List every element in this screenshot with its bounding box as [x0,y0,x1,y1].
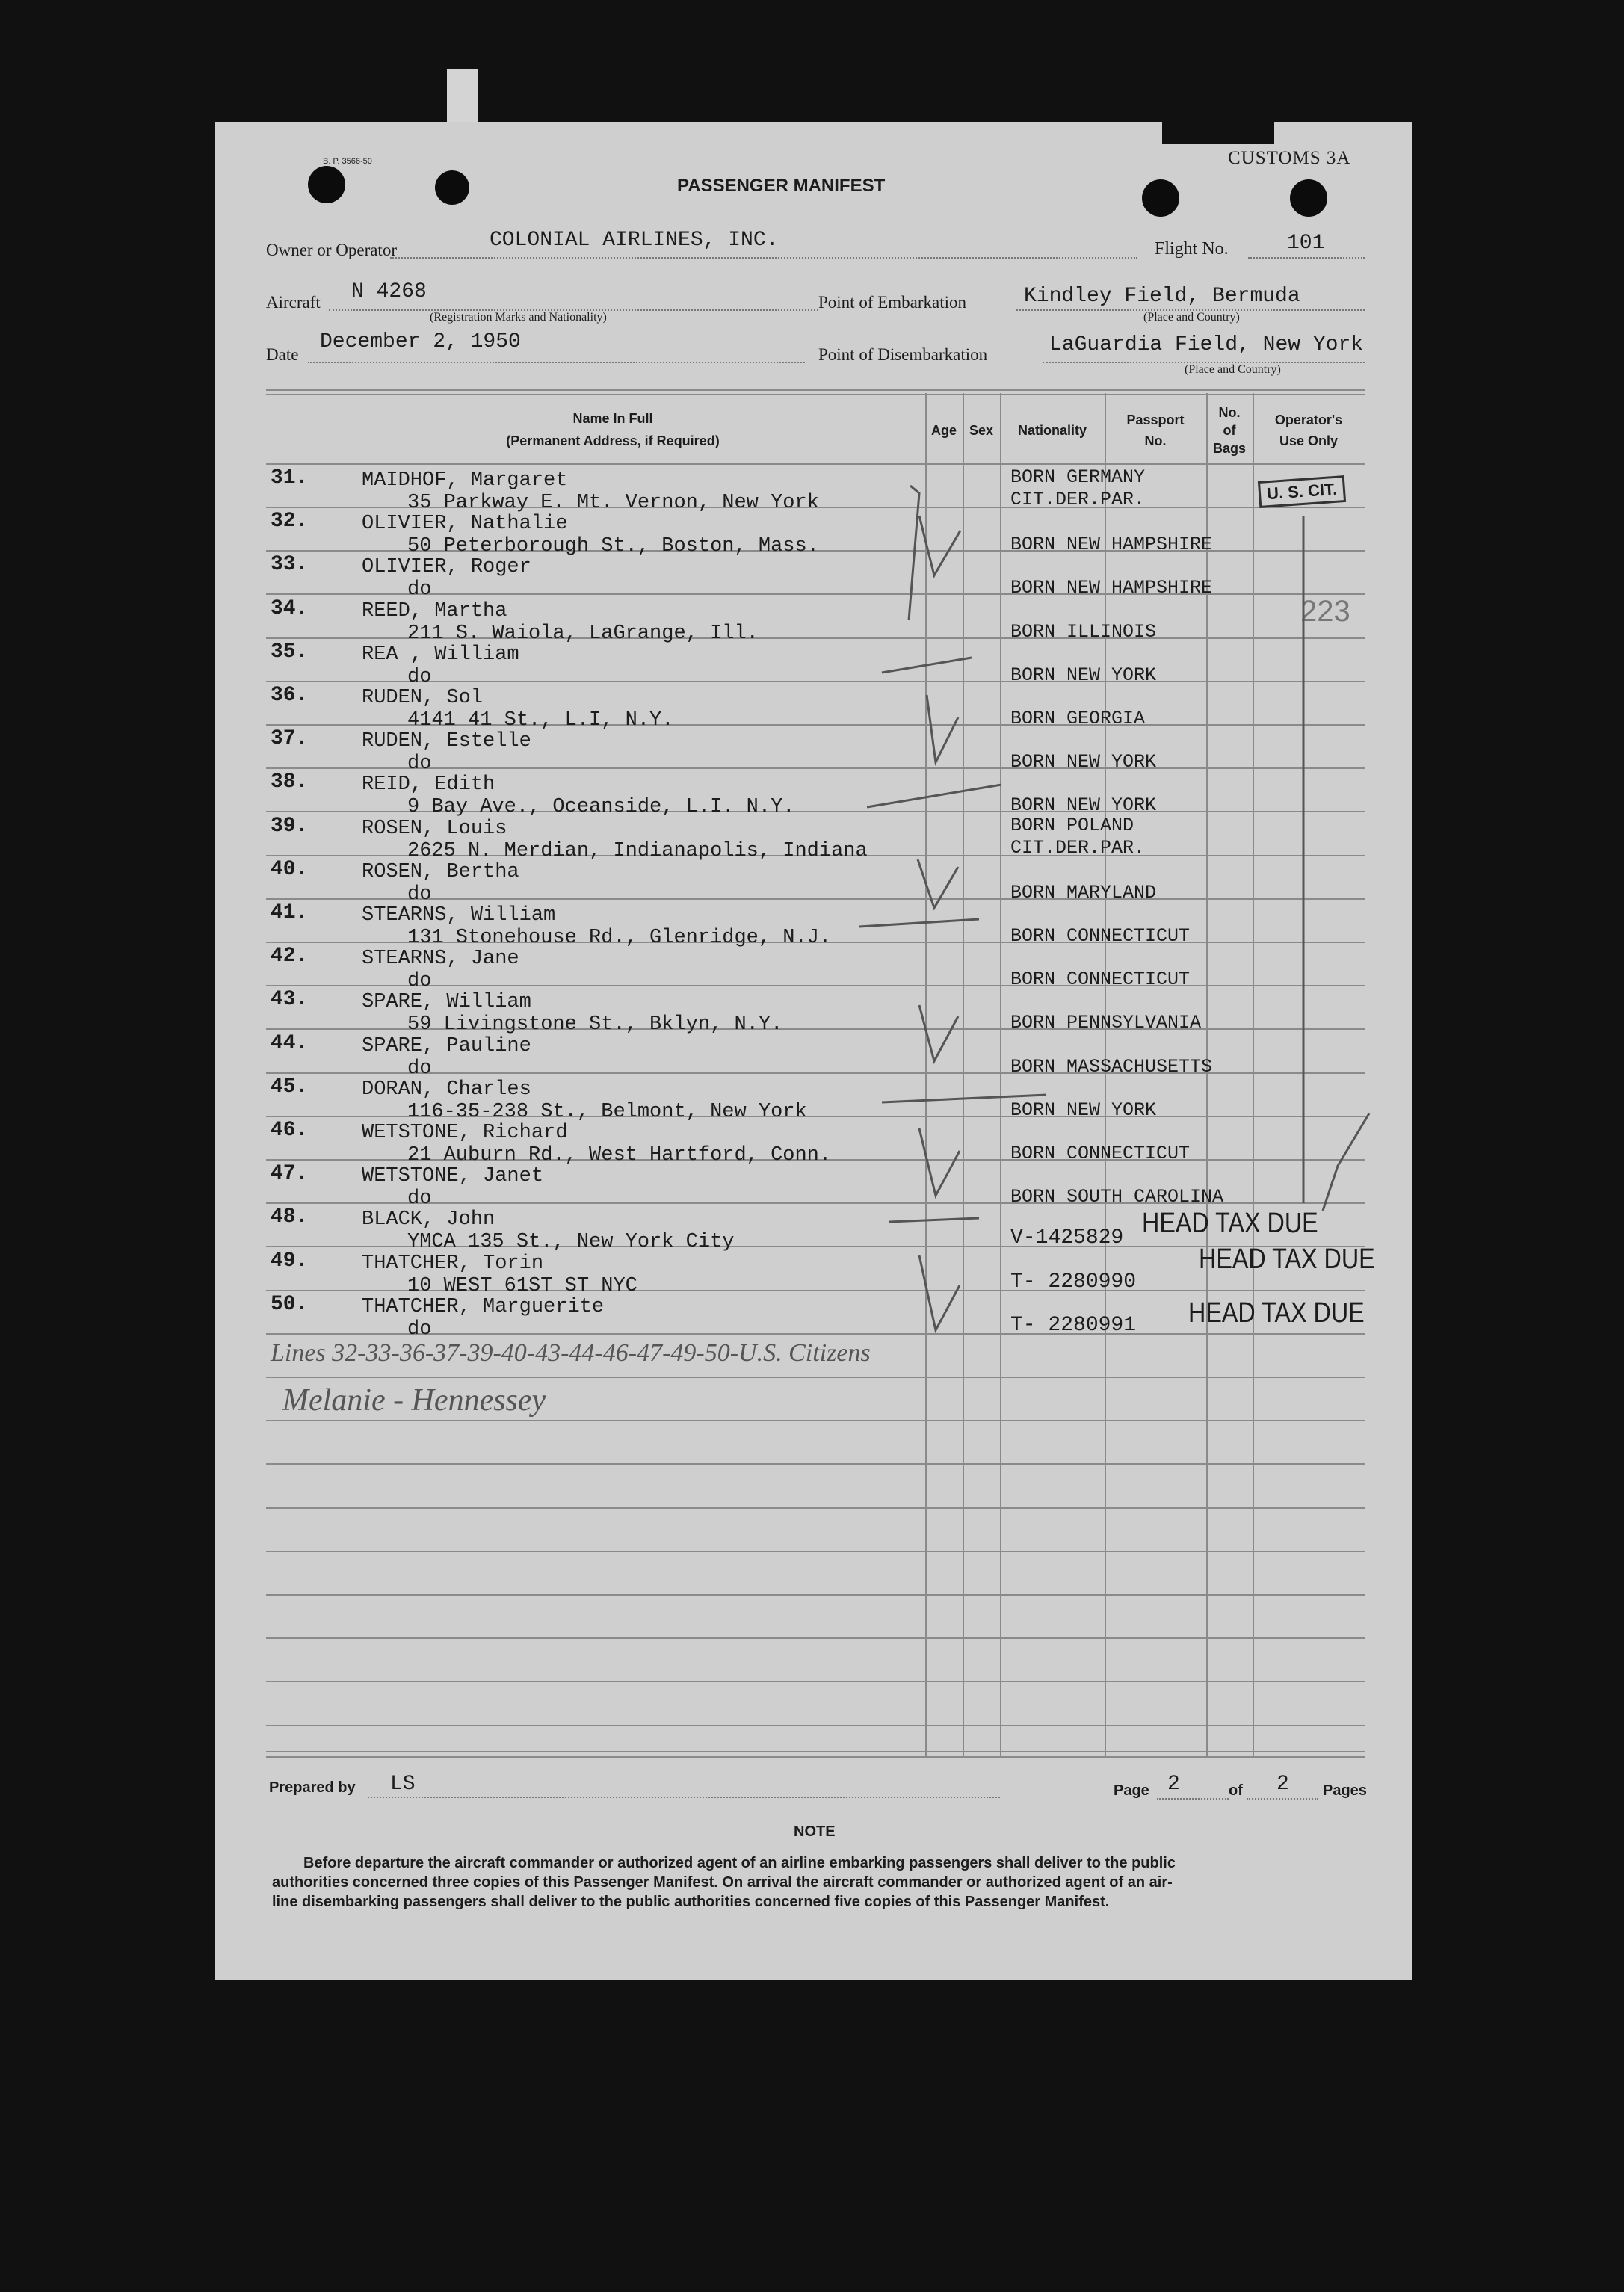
passenger-address: do [407,1318,432,1341]
passenger-address: do [407,753,432,775]
passenger-name: WETSTONE, Janet [362,1165,544,1187]
passenger-name: REID, Edith [362,773,495,796]
row-number: 36. [271,684,309,707]
owner-value: COLONIAL AIRLINES, INC. [490,229,779,252]
row-number: 48. [271,1205,309,1229]
passenger-address: 59 Livingstone St., Bklyn, N.Y. [407,1013,783,1036]
embark-value: Kindley Field, Bermuda [1024,285,1300,308]
nationality: BORN ILLINOIS [1010,621,1157,643]
nationality: BORN POLAND [1010,815,1134,836]
passenger-address: 21 Auburn Rd., West Hartford, Conn. [407,1144,832,1167]
row-number: 41. [271,901,309,924]
nationality: BORN SOUTH CAROLINA [1010,1186,1224,1208]
passenger-name: ROSEN, Louis [362,818,507,840]
col-header-bags-of: of [1223,423,1236,438]
embark-label: Point of Embarkation [818,293,967,312]
row-number: 35. [271,640,309,664]
passenger-address: 4141 41 St., L.I, N.Y. [407,709,674,732]
row-number: 43. [271,988,309,1011]
passenger-address: do [407,1187,432,1210]
col-header-bags: No. [1218,405,1241,420]
nationality: T- 2280990 [1010,1270,1137,1294]
passenger-address: do [407,970,432,992]
col-header-nationality: Nationality [1017,423,1087,438]
passenger-name: STEARNS, William [362,904,556,927]
col-header-operator: Operator's [1274,413,1343,427]
page-label: Page [1114,1782,1149,1799]
row-number: 40. [271,858,309,881]
prepared-by-label: Prepared by [269,1779,356,1796]
passenger-address: YMCA 135 St., New York City [407,1231,735,1253]
prepared-by-line [368,1797,1000,1798]
aircraft-label: Aircraft [266,293,321,312]
nationality: BORN NEW YORK [1010,1099,1157,1121]
nationality: BORN NEW YORK [1010,664,1157,686]
operator-number: 223 [1300,595,1350,628]
pages-label: Pages [1323,1782,1367,1799]
row-number: 32. [271,510,309,533]
passenger-name: REED, Martha [362,600,507,623]
col-header-passport-no: No. [1144,433,1167,448]
passenger-name: RUDEN, Estelle [362,730,531,753]
col-header-age: Age [930,423,957,438]
passenger-name: MAIDHOF, Margaret [362,469,568,492]
col-header-address: (Permanent Address, if Required) [506,433,720,448]
col-header-name: Name In Full [572,411,653,426]
form-number: B. P. 3566-50 [323,157,372,166]
nationality: T- 2280991 [1010,1314,1137,1337]
passenger-address: 35 Parkway E. Mt. Vernon, New York [407,492,819,514]
flight-value: 101 [1287,232,1325,255]
page-title: PASSENGER MANIFEST [677,176,886,196]
nationality: BORN CONNECTICUT [1010,969,1191,990]
disembark-note: (Place and Country) [1185,363,1281,376]
passenger-name: OLIVIER, Nathalie [362,513,568,535]
passenger-address: 116-35-238 St., Belmont, New York [407,1101,807,1123]
row-number: 45. [271,1075,309,1099]
passenger-address: 9 Bay Ave., Oceanside, L.I. N.Y. [407,796,795,818]
passenger-name: BLACK, John [362,1208,495,1231]
row-number: 42. [271,945,309,968]
row-number: 50. [271,1293,309,1316]
aircraft-value: N 4268 [351,280,427,303]
passenger-name: RUDEN, Sol [362,687,484,709]
row-number: 44. [271,1032,309,1055]
passenger-name: SPARE, Pauline [362,1035,531,1057]
col-header-sex: Sex [969,423,994,438]
row-number: 33. [271,553,309,576]
nationality: BORN CONNECTICUT [1010,925,1191,947]
note-text-line-2: authorities concerned three copies of this Passenger Manifest. On arrival the aircraft commander or authorized agent of an air- [272,1874,1173,1891]
passenger-address: do [407,666,432,688]
note-title: NOTE [794,1823,836,1840]
passenger-address: 131 Stonehouse Rd., Glenridge, N.J. [407,927,832,949]
citizenship-note: CIT.DER.PAR. [1010,837,1146,859]
embark-note: (Place and Country) [1143,311,1240,324]
row-number: 34. [271,597,309,620]
aircraft-note: (Registration Marks and Nationality) [430,311,607,324]
head-tax-stamp: HEAD TAX DUE [1142,1208,1318,1239]
page-value: 2 [1167,1773,1180,1796]
col-header-bags-label: Bags [1212,441,1246,456]
handwritten-signature: Melanie - Hennessey [282,1383,546,1418]
col-header-operator-use: Use Only [1279,433,1339,448]
row-number: 47. [271,1162,309,1185]
passenger-address: 50 Peterborough St., Boston, Mass. [407,535,819,557]
handwritten-citizens-note: Lines 32-33-36-37-39-40-43-44-46-47-49-50-U.S. Citizens [271,1339,871,1367]
nationality: BORN CONNECTICUT [1010,1143,1191,1164]
row-number: 31. [271,466,309,489]
passenger-name: DORAN, Charles [362,1078,531,1101]
nationality: BORN NEW YORK [1010,751,1157,773]
passenger-name: STEARNS, Jane [362,948,519,970]
passenger-address: do [407,1057,432,1080]
passenger-name: REA , William [362,643,519,666]
date-label: Date [266,345,299,364]
nationality: BORN GEORGIA [1010,708,1146,729]
nationality: BORN MASSACHUSETTS [1010,1056,1213,1078]
passenger-name: ROSEN, Bertha [362,861,519,883]
passenger-address: 10 WEST 61ST ST NYC [407,1275,637,1297]
nationality: BORN MARYLAND [1010,882,1157,903]
passenger-address: do [407,883,432,906]
customs-form-id: CUSTOMS 3A [1228,148,1351,168]
passenger-address: do [407,578,432,601]
passenger-name: THATCHER, Torin [362,1252,544,1275]
note-text-line-1: Before departure the aircraft commander or authorized agent of an airline embarking passengers shall deliver to the public [303,1855,1176,1871]
row-number: 37. [271,727,309,750]
citizenship-note: CIT.DER.PAR. [1010,489,1146,510]
row-number: 38. [271,770,309,794]
date-value: December 2, 1950 [320,330,521,353]
passenger-name: OLIVIER, Roger [362,556,531,578]
of-label: of [1229,1782,1243,1799]
nationality: V-1425829 [1010,1226,1124,1250]
note-text-line-3: line disembarking passengers shall deliver to the public authorities concerned five copies of this Passenger Manifest. [272,1894,1110,1910]
row-number: 46. [271,1119,309,1142]
prepared-by-value: LS [390,1773,416,1796]
row-number: 39. [271,815,309,838]
of-line [1247,1798,1318,1800]
head-tax-stamp: HEAD TAX DUE [1188,1297,1365,1329]
passenger-name: THATCHER, Marguerite [362,1296,605,1318]
col-header-passport: Passport [1126,413,1185,427]
passenger-address: 2625 N. Merdian, Indianapolis, Indiana [407,840,868,862]
passenger-name: SPARE, William [362,991,531,1013]
of-value: 2 [1276,1773,1289,1796]
disembark-label: Point of Disembarkation [818,345,988,364]
passenger-address: 211 S. Waiola, LaGrange, Ill. [407,623,759,645]
nationality: BORN GERMANY [1010,466,1146,488]
flight-label: Flight No. [1155,239,1229,259]
page-line [1157,1798,1229,1800]
row-number: 49. [271,1250,309,1273]
owner-label: Owner or Operator [266,241,397,259]
head-tax-stamp: HEAD TAX DUE [1199,1244,1375,1275]
passenger-name: WETSTONE, Richard [362,1122,568,1144]
nationality: BORN NEW HAMPSHIRE [1010,577,1213,599]
nationality: BORN PENNSYLVANIA [1010,1012,1202,1034]
us-citizen-stamp: U. S. CIT. [1258,475,1346,508]
nationality: BORN NEW HAMPSHIRE [1010,534,1213,555]
nationality: BORN NEW YORK [1010,794,1157,816]
disembark-value: LaGuardia Field, New York [1049,333,1364,356]
